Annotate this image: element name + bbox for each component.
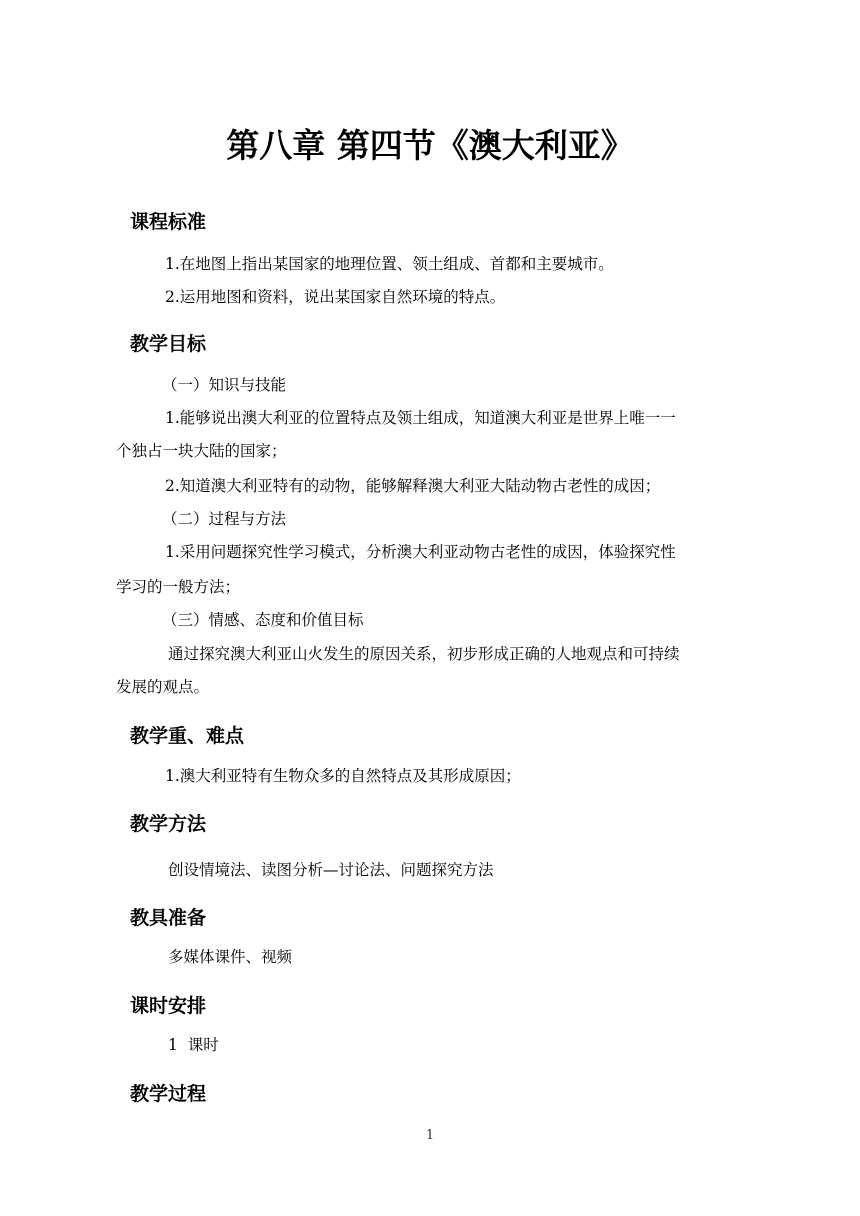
section-heading-methods: 教学方法 [130, 813, 207, 835]
schedule-item: 1 课时 [168, 1036, 219, 1054]
goals-knowledge-item-2: 2.知道澳大利亚特有的动物，能够解释澳大利亚大陆动物古老性的成因； [165, 477, 661, 495]
standards-item-2: 2.运用地图和资料，说出某国家自然环境的特点。 [165, 288, 506, 306]
document-title: 第八章 第四节《澳大利亚》 [226, 126, 634, 165]
goals-knowledge-item-1-line-2: 个独占一块大陆的国家； [116, 442, 287, 460]
key-points-item-1: 1.澳大利亚特有生物众多的自然特点及其形成原因； [165, 767, 521, 785]
goals-process-item-1-line-2: 学习的一般方法； [116, 578, 241, 596]
goals-knowledge-item-1-line-1: 1.能够说出澳大利亚的位置特点及领土组成，知道澳大利亚是世界上唯一一 [165, 409, 676, 427]
goals-process-item-1-line-1: 1.采用问题探究性学习模式，分析澳大利亚动物古老性的成因，体验探究性 [165, 543, 676, 561]
section-heading-goals: 教学目标 [130, 333, 207, 355]
standards-item-1: 1.在地图上指出某国家的地理位置、领土组成、首都和主要城市。 [165, 255, 614, 273]
section-heading-tools: 教具准备 [130, 907, 207, 929]
section-heading-key-points: 教学重、难点 [130, 725, 245, 747]
goals-emotion-item-line-2: 发展的观点。 [116, 678, 210, 696]
page-number: 1 [425, 1128, 435, 1143]
section-heading-process: 教学过程 [130, 1083, 207, 1105]
section-heading-schedule: 课时安排 [130, 995, 207, 1017]
goals-subheading-emotion: （三）情感、态度和价值目标 [162, 611, 364, 629]
goals-subheading-knowledge: （一）知识与技能 [162, 376, 287, 394]
goals-emotion-item-line-1: 通过探究澳大利亚山火发生的原因关系，初步形成正确的人地观点和可持续 [168, 645, 680, 663]
methods-item: 创设情境法、读图分析—讨论法、问题探究方法 [168, 861, 494, 879]
tools-item: 多媒体课件、视频 [168, 948, 293, 966]
section-heading-standards: 课程标准 [130, 211, 207, 233]
goals-subheading-process: （二）过程与方法 [162, 510, 287, 528]
